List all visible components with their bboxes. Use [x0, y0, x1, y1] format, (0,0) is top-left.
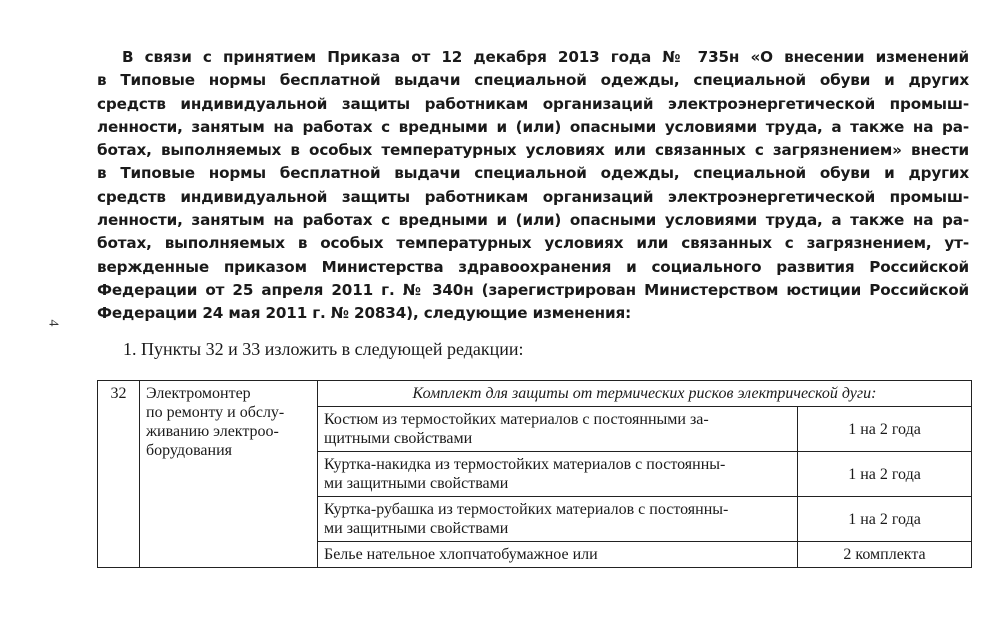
job-title-line: живанию электроо- — [146, 423, 279, 440]
item-line: Белье нательное хлопчатобумажное или — [324, 546, 598, 563]
intro-line: в Типовые нормы бесплатной выдачи специальной одежды, специальной обуви и других — [97, 71, 969, 90]
norm-cell: 1 на 2 года — [798, 497, 972, 542]
item-line: Куртка-накидка из термостойких материалов с постоянны- — [324, 456, 726, 473]
intro-line: ленности, занятым на работах с вредными и (или) опасными условиями труда, а также на ра- — [97, 211, 969, 230]
item-line: ми защитными свойствами — [324, 520, 509, 537]
table-row — [98, 381, 972, 407]
item-line: щитными свойствами — [324, 430, 473, 447]
norm-cell: 2 комплекта — [798, 542, 972, 568]
intro-line: ботах, выполняемых в особых температурных условиях или связанных с загрязнением» внести — [97, 141, 969, 160]
item-cell — [318, 542, 798, 568]
item-cell — [318, 497, 798, 542]
item-title: 1. Пункты 32 и 33 изложить в следующей редакции: — [123, 339, 524, 359]
kit-header-cell: Комплект для защиты от термических рисков электрической дуги: — [318, 381, 972, 407]
intro-line: в Типовые нормы бесплатной выдачи специальной одежды, специальной обуви и других — [97, 164, 969, 183]
page-number: 4 — [45, 319, 61, 327]
item-line: ми защитными свойствами — [324, 475, 509, 492]
item-line: Куртка-рубашка из термостойких материалов с постоянны- — [324, 501, 729, 518]
intro-line: средств индивидуальной защиты работникам организаций электроэнергетической промыш- — [97, 94, 969, 113]
intro-line: Федерации 24 мая 2011 г. № 20834), следующие изменения: — [97, 304, 632, 323]
item-line: Костюм из термостойких материалов с постоянными за- — [324, 411, 709, 428]
intro-line: вержденные приказом Министерства здравоохранения и социального развития Российской — [97, 257, 969, 276]
job-title-line: борудования — [146, 442, 232, 459]
item-cell — [318, 407, 798, 452]
intro-paragraph — [97, 46, 969, 326]
intro-line: ботах, выполняемых в особых температурных условиях или связанных с загрязнением, ут- — [97, 234, 969, 253]
job-title-line: Электромонтер — [146, 385, 251, 402]
norms-table — [97, 380, 972, 568]
intro-line: Федерации от 25 апреля 2011 г. № 340н (зарегистрирован Министерством юстиции Российской — [97, 280, 969, 299]
row-number-cell: 32 — [98, 381, 140, 568]
norm-cell: 1 на 2 года — [798, 452, 972, 497]
job-title-line: по ремонту и обслу- — [146, 404, 285, 421]
intro-line: средств индивидуальной защиты работникам организаций электроэнергетической промыш- — [97, 187, 969, 206]
item-cell — [318, 452, 798, 497]
intro-line: В связи с принятием Приказа от 12 декабря 2013 года № 735н «О внесении изменений — [122, 48, 969, 66]
job-title-cell — [140, 381, 318, 568]
norm-cell: 1 на 2 года — [798, 407, 972, 452]
intro-line: ленности, занятым на работах с вредными и (или) опасными условиями труда, а также на ра- — [97, 117, 969, 136]
